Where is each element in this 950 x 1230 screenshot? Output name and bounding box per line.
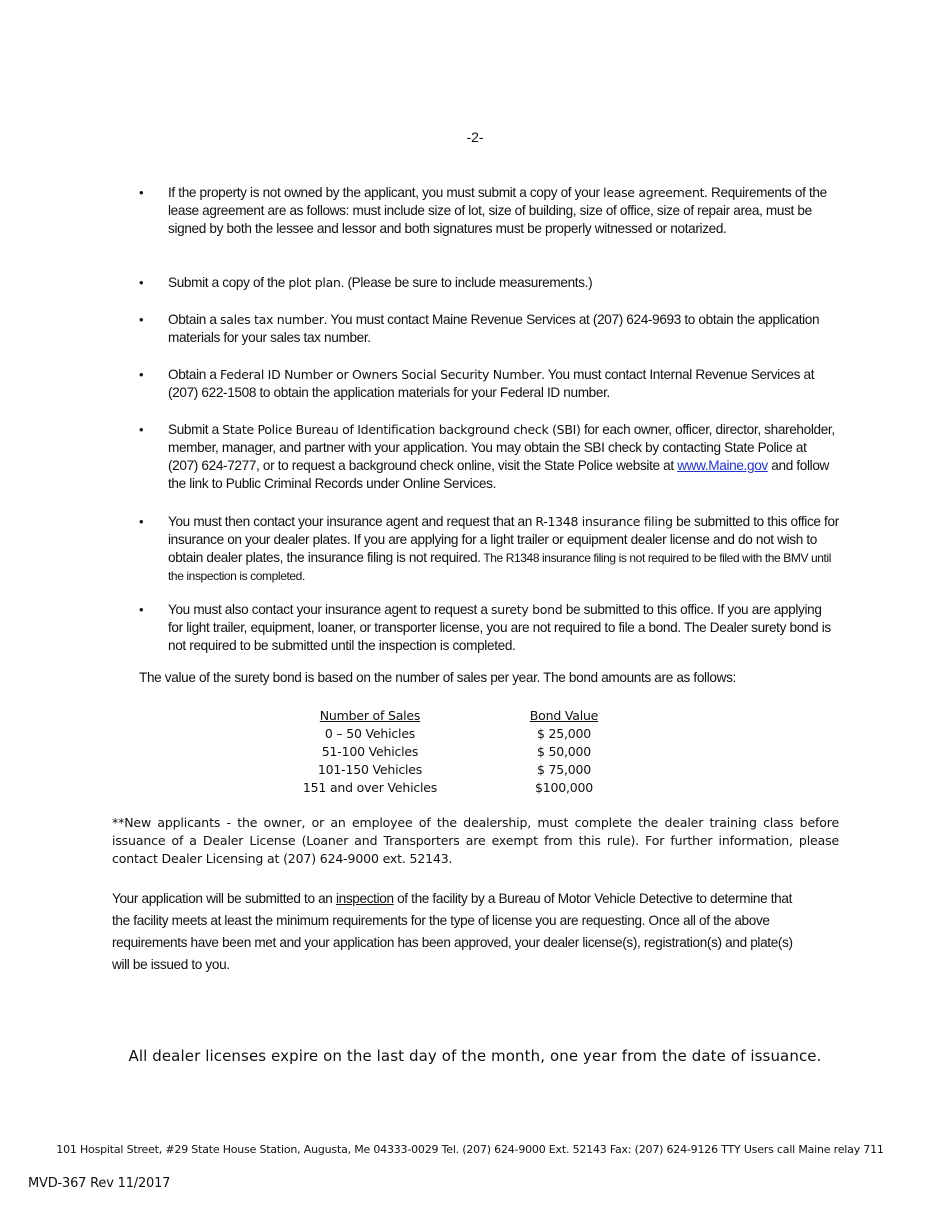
form-id: MVD-367 Rev 11/2017 xyxy=(28,1176,171,1191)
requirements-list xyxy=(139,184,839,655)
item-term: surety bond xyxy=(490,602,563,617)
item-text: Submit a xyxy=(168,422,223,437)
item-text: If the property is not owned by the applicant, you must submit a copy of your xyxy=(168,185,604,200)
list-item-lease-agreement xyxy=(139,184,839,274)
item-text: be submitted to this office for insurance on your dealer plates. If you are applying for a light trailer or equipment dealer license and do not wish to obtain dealer plates, the insurance filing is not required. xyxy=(168,514,839,565)
item-term: lease agreement xyxy=(603,185,705,200)
item-term: R-1348 insurance filing xyxy=(535,514,673,529)
table-row xyxy=(296,779,626,797)
table-row xyxy=(296,761,626,779)
bond-table xyxy=(296,707,626,797)
page-number: -2- xyxy=(466,129,484,145)
list-item-plot-plan xyxy=(139,274,839,311)
bond-table-header xyxy=(296,707,626,725)
item-text: . You must contact Maine Revenue Services at (207) 624-9693 to obtain the application materials for your sales tax number. xyxy=(168,312,820,345)
item-text: for each owner, officer, director, shareholder, member, manager, and partner with your application. You may obtain the SBI check by contacting State Police at (207) 624-7277, or to request a background check online, visit the State Police website at xyxy=(168,422,835,473)
list-item-surety-bond xyxy=(139,601,839,655)
item-text: You must then contact your insurance agent and request that an xyxy=(168,514,536,529)
inspection-term: inspection xyxy=(335,891,394,906)
bond-value: $ 25,000 xyxy=(536,726,592,741)
item-term: plot plan xyxy=(288,275,341,290)
item-text: Submit a copy of the xyxy=(168,275,289,290)
sales-range: 101-150 Vehicles xyxy=(317,762,423,777)
item-term: Federal ID Number or Owners Social Security Number xyxy=(220,367,542,382)
list-item-federal-id xyxy=(139,366,839,421)
item-text: be submitted to this office. If you are applying for light trailer, equipment, loaner, or transporter license, you are not required to file a bond. The Dealer surety bond is not required to be submitted until the inspection is completed. xyxy=(168,602,831,653)
list-item-sbi-check xyxy=(139,421,839,513)
item-text: Obtain a xyxy=(168,312,221,327)
item-note: The R1348 insurance filing is not required to be filed with the BMV until the inspection is completed. xyxy=(168,551,832,583)
expiry-notice: All dealer licenses expire on the last day of the month, one year from the date of issuance. xyxy=(128,1047,822,1065)
item-term: State Police Bureau of Identification background check (SBI) xyxy=(222,422,581,437)
item-text: and follow the link to Public Criminal Records under Online Services. xyxy=(168,458,829,491)
table-row xyxy=(296,743,626,761)
maine-gov-link[interactable]: www.Maine.gov xyxy=(677,458,768,473)
inspection-text: Your application will be submitted to an xyxy=(112,891,336,906)
bond-value: $ 50,000 xyxy=(536,744,592,759)
bond-value: $100,000 xyxy=(534,780,594,795)
sales-range: 51-100 Vehicles xyxy=(321,744,419,759)
header-number-of-sales: Number of Sales xyxy=(319,708,421,723)
header-bond-value: Bond Value xyxy=(529,708,599,723)
sales-range: 0 – 50 Vehicles xyxy=(324,726,416,741)
inspection-paragraph xyxy=(112,888,812,976)
item-text: . You must contact Internal Revenue Services at (207) 622-1508 to obtain the application materials for your Federal ID number. xyxy=(168,367,815,400)
item-term: sales tax number xyxy=(220,312,324,327)
table-row xyxy=(296,725,626,743)
training-notice: **New applicants - the owner, or an employee of the dealership, must complete the dealer training class before issuance of a Dealer License (Loaner and Transporters are exempt from this rule). For further information, please contact Dealer Licensing at (207) 624-9000 ext. 52143. xyxy=(112,815,839,866)
bond-intro: The value of the surety bond is based on the number of sales per year. The bond amounts are as follows: xyxy=(139,670,736,685)
sales-range: 151 and over Vehicles xyxy=(302,780,438,795)
item-text: . (Please be sure to include measurements.) xyxy=(340,275,593,290)
list-item-insurance-filing xyxy=(139,513,839,601)
inspection-text: of the facility by a Bureau of Motor Vehicle Detective to determine that the facility meets at least the minimum requirements for the type of license you are requesting. Once all of the above requirements have been met and your application has been approved, your dealer license(s), registration(s) and plate(s) will be issued to you. xyxy=(112,891,793,972)
item-text: You must also contact your insurance agent to request a xyxy=(168,602,491,617)
bond-value: $ 75,000 xyxy=(536,762,592,777)
item-text: . Requirements of the lease agreement are as follows: must include size of lot, size of building, size of office, size of repair area, must be signed by both the lessee and lessor and both signatures must be properly witnessed or notarized. xyxy=(168,185,827,236)
footer-address: 101 Hospital Street, #29 State House Station, Augusta, Me 04333-0029 Tel. (207) 624-9000 Ext. 52143 Fax: (207) 624-9126 TTY Users call Maine relay 711 xyxy=(56,1143,884,1156)
item-text: Obtain a xyxy=(168,367,221,382)
list-item-sales-tax xyxy=(139,311,839,366)
